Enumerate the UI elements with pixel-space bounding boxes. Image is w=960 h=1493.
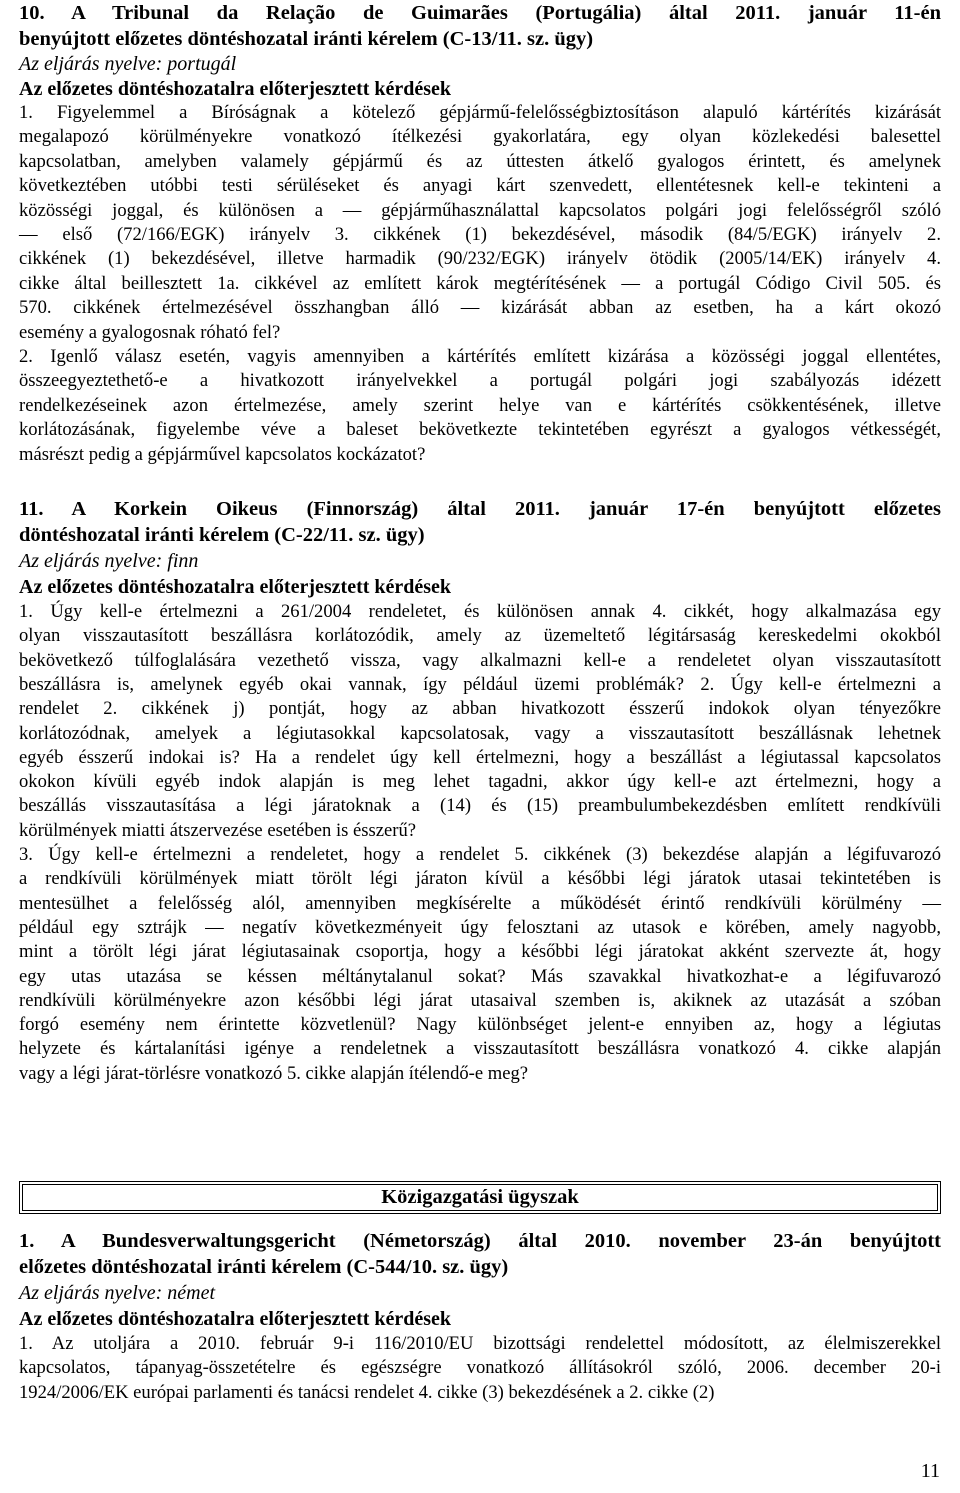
case-11-language: Az eljárás nyelve: finn: [19, 550, 199, 573]
paragraph-line: kapcsolatban, amelyben valamely gépjármű és az úttesten átkelő gyalogos érintett, és amelynek: [19, 150, 941, 172]
paragraph-line: a rendkívüli körülmények miatt törölt légi járaton kívül a későbbi légi járatok utasai tekintetében is: [19, 868, 941, 890]
paragraph-line: vagy a légi járat-törlésre vonatkozó 5. cikke alapján ítélendő-e meg?: [19, 1062, 529, 1084]
admin-case-1-heading-line-2: előzetes döntéshozatal iránti kérelem (C-544/10. sz. ügy): [19, 1256, 509, 1278]
paragraph-line: helyzete és kártalanítási igénye a rendeletnek a visszautasított beszállásra vonatkozó 4. cikke alapján: [19, 1038, 941, 1060]
case-11-questions-title: Az előzetes döntéshozatalra előterjesztett kérdések: [19, 576, 452, 599]
page-number: 11: [920, 1460, 940, 1482]
paragraph-line: korlátozásának, figyelembe véve a baleset bekövetkezte tekintetében egyrészt a gyalogos vétkességét,: [19, 419, 941, 441]
case-10-question-1: [19, 101, 941, 345]
case-10-question-2: [19, 345, 941, 467]
paragraph-line: egy utas utazása se késsen méltánytalanul sokat? Más szavakkal hivatkozhat-e a légifuvarozó: [19, 965, 941, 987]
paragraph-line: — első (72/166/EGK) irányelv 3. cikkének (1) bekezdésével, második (84/5/EGK) irányelv 2.: [19, 224, 941, 246]
paragraph-line: rendkívüli körülményekre azon későbbi légi járat utasaival szemben is, akiknek az utazását a szóban: [19, 989, 941, 1011]
paragraph-line: korlátozódnak, amelyek a légiutasokkal kapcsolatosak, vagy a visszautasított beszállásnak lehetnek: [19, 722, 941, 744]
case-11-heading-line-1: 11. A Korkein Oikeus (Finnország) által 2011. január 17-én benyújtott előzetes: [19, 498, 941, 521]
case-10-heading-line-1: 10. A Tribunal da Relação de Guimarães (Portugália) által 2011. január 11-én: [19, 2, 941, 24]
paragraph-line: egyéb ésszerű indokai is? Ha a rendelet úgy kell értelmezni, hogy a beszállást a légiutassal kapcsolatos: [19, 746, 941, 768]
paragraph-line: beszállás visszautasítása a légi járatoknak a (14) és (15) preambulumbekezdésben említett rendkívüli: [19, 795, 941, 817]
paragraph-line: forgó esemény nem érintette közvetlenül? Nagy különbséget jelent-e ennyiben az, hogy a légiutas: [19, 1014, 941, 1036]
paragraph-line: 2. Igenlő válasz esetén, vagyis amennyiben a kártérítés említett kizárása a közösségi joggal ellentétes,: [19, 346, 941, 368]
paragraph-line: olyan visszautasított beszállásra korlátozódik, amely az üzemeltető légitársaság kereskedelmi okokból: [19, 625, 941, 647]
admin-case-block: [19, 1228, 941, 1405]
paragraph-line: mentesülhet a felelősség alól, amennyiben megkísérelte a működését érintő rendkívüli körülmény —: [19, 892, 941, 914]
paragraph-line: 3. Úgy kell-e értelmezni a rendeletet, hogy a rendelet 5. cikkének (3) bekezdése alapján a légifuvarozó: [19, 844, 941, 866]
paragraph-line: következtében utóbbi testi sérüléseket és anyagi kárt szenvedett, ellentétesnek kell-e tekinteni a: [19, 175, 941, 197]
paragraph-line: összeegyeztethető-e a hivatkozott irányelvekkel a portugál polgári jogi szabályozás idézett: [19, 370, 941, 392]
paragraph-line: cikke által beillesztett 1a. cikkével az említett károk megtérítésének — a portugál Código Civil 505. és: [19, 272, 941, 294]
paragraph-line: cikkének (1) bekezdésével, illetve harmadik (90/232/EGK) irányelv ötödik (2005/14/EK) irányelv 4.: [19, 248, 941, 270]
paragraph-line: kapcsolatos, tápanyag-összetételre és egészségre vonatkozó állításokról szóló, 2006. december 20-i: [19, 1357, 941, 1379]
paragraph-line: például egy sztrájk — negatív következményeit úgy felosztani az utasok e körében, amely nagyobb,: [19, 916, 941, 938]
paragraph-line: 1. Figyelemmel a Bíróságnak a kötelező gépjármű-felelősségbiztosításon alapuló kártérítés kizárását: [19, 102, 941, 123]
section-banner: Közigazgatási ügyszak: [19, 1181, 941, 1214]
paragraph-line: 1924/2006/EK európai parlamenti és tanácsi rendelet 4. cikke (3) bekezdésének a 2. cikke (2): [19, 1381, 715, 1403]
paragraph-line: 570. cikkének értelmezésével összhangban álló — kizárását abban az esetben, ha a kárt okozó: [19, 297, 941, 319]
paragraph-line: rendelkezéseinek azon értelmezése, amely szerint helye van e kártérítés csökkentésének, illetve: [19, 394, 941, 416]
paragraph-line: beszállásra is, amelynek egyéb okai vannak, így például üzemi problémák? 2. Úgy kell-e értelmezni a: [19, 673, 941, 695]
case-10-language: Az eljárás nyelve: portugál: [19, 53, 237, 75]
paragraph-line: 1. Úgy kell-e értelmezni a 261/2004 rendeletet, és különösen annak 4. cikkét, hogy alkalmazása egy: [19, 601, 941, 623]
admin-case-1-questions-title: Az előzetes döntéshozatalra előterjesztett kérdések: [19, 1308, 452, 1330]
admin-case-1-heading-line-1: 1. A Bundesverwaltungsgericht (Németország) által 2010. november 23-án benyújtott: [19, 1230, 941, 1252]
paragraph-line: esemény a gyalogosnak róható fel?: [19, 321, 281, 343]
case-11-question-1: [19, 600, 941, 843]
paragraph-line: megalapozó körülményekre vonatkozó ítélkezési gyakorlatára, egy olyan közlekedési balesettel: [19, 126, 941, 148]
paragraph-line: körülmények miatti átszervezése esetében is ésszerű?: [19, 819, 417, 841]
paragraph-line: mint a törölt légi járat légiutasainak csoportja, hogy a későbbi légi járatokat akként szervezte át, hogy: [19, 941, 941, 963]
case-11-question-3: [19, 843, 941, 1086]
case-11-heading-line-2: döntéshozatal iránti kérelem (C-22/11. sz. ügy): [19, 524, 425, 547]
paragraph-line: másrészt pedig a gépjárművel kapcsolatos kockázatot?: [19, 443, 426, 465]
case-10-questions-title: Az előzetes döntéshozatalra előterjesztett kérdések: [19, 78, 452, 100]
case-10-heading-line-2: benyújtott előzetes döntéshozatal iránti kérelem (C-13/11. sz. ügy): [19, 28, 594, 50]
admin-case-1-question-1: [19, 1332, 941, 1405]
paragraph-line: rendelet 2. cikkének j) pontját, hogy az abban hivatkozott ésszerű indokok olyan tényezőkre: [19, 698, 941, 720]
paragraph-line: bekövetkező túlfoglalására vezethető vissza, vagy alkalmazni kell-e a rendeletet olyan visszautasított: [19, 649, 941, 671]
paragraph-line: közösségi joggal, és különösen a — gépjárműhasználattal kapcsolatos polgári jogi felelősségről szóló: [19, 199, 941, 221]
document-page: [19, 0, 941, 1086]
paragraph-line: okokon kívüli egyéb indok alapján is meg lehet tagadni, akkor úgy kell-e azt értelmezni, hogy a: [19, 771, 941, 793]
admin-case-1-language: Az eljárás nyelve: német: [19, 1282, 216, 1304]
paragraph-line: 1. Az utoljára a 2010. február 9-i 116/2010/EU bizottsági rendelettel módosított, az élelmiszerekkel: [19, 1333, 941, 1354]
